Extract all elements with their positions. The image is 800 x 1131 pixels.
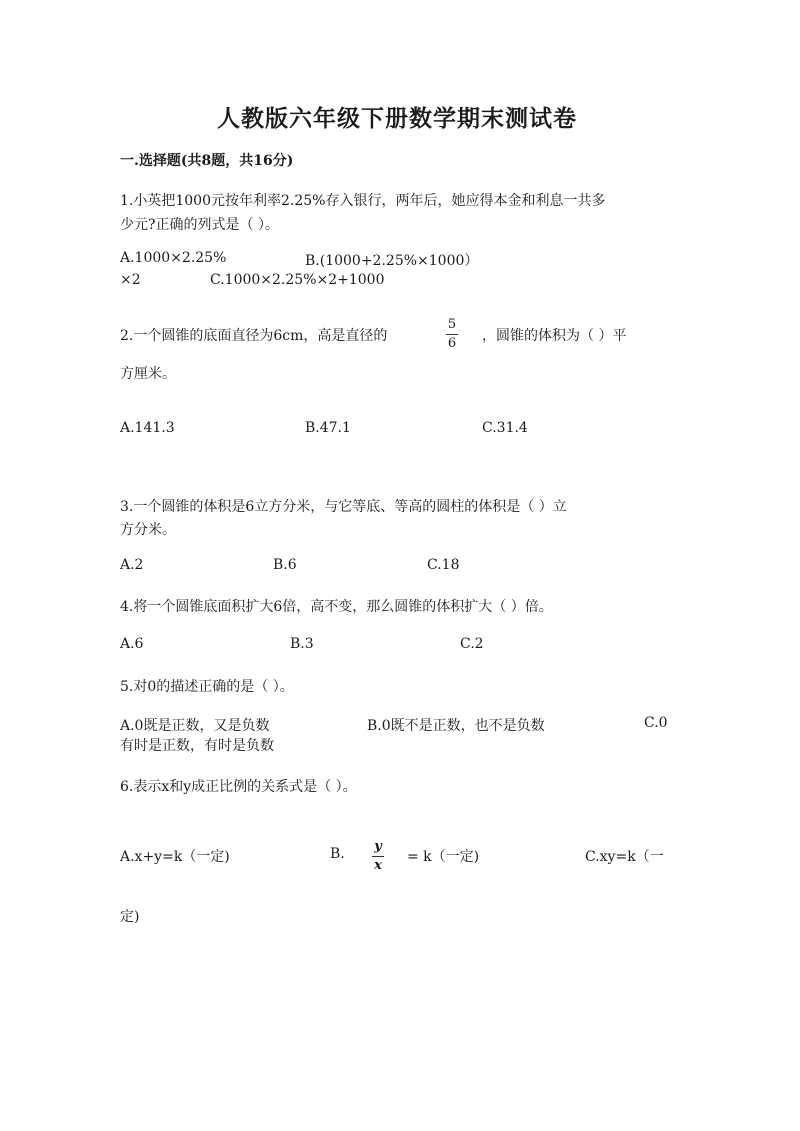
question-4-option-b: B.3: [290, 636, 314, 652]
question-5-line1: 5.对0的描述正确的是（ ）。: [120, 679, 294, 695]
question-3-option-b: B.6: [273, 557, 297, 573]
question-2-line2: 方厘米。: [120, 366, 176, 382]
question-4-option-a: A.6: [120, 636, 144, 652]
question-2-line1-pre: 2.一个圆锥的底面直径为6cm，高是直径的: [120, 328, 388, 344]
question-1-line2: 少元?正确的列式是（ ）。: [120, 217, 279, 233]
fraction-numerator: y: [374, 839, 382, 854]
question-6-option-b-label: B.: [330, 846, 345, 862]
section-heading: 一.选择题(共8题，共16分): [120, 153, 294, 169]
question-6-option-a: A.x+y=k（一定): [120, 849, 230, 865]
question-2-option-b: B.47.1: [305, 420, 351, 436]
question-3-line1: 3.一个圆锥的体积是6立方分米，与它等底、等高的圆柱的体积是（ ）立: [120, 499, 567, 515]
fraction-bar: [372, 856, 384, 857]
question-6-option-c-cont: 定): [120, 909, 140, 925]
question-5-option-a: A.0既是正数，又是负数: [120, 718, 270, 734]
fraction-numerator: 5: [447, 317, 457, 332]
fraction-bar: [446, 334, 458, 335]
question-3-option-a: A.2: [120, 557, 144, 573]
question-6-line1: 6.表示x和y成正比例的关系式是（ ）。: [120, 779, 357, 795]
fraction-denominator: 6: [447, 336, 457, 351]
question-1-line1: 1.小英把1000元按年利率2.25%存入银行，两年后，她应得本金和利息一共多: [120, 193, 606, 209]
question-5-option-b: B.0既不是正数，也不是负数: [367, 718, 545, 734]
question-4-option-c: C.2: [460, 636, 484, 652]
question-3-line2: 方分米。: [120, 522, 176, 538]
question-1-option-b: B.(1000+2.25%×1000）: [305, 253, 479, 269]
fraction-denominator: x: [374, 858, 382, 873]
question-6-option-b-post: = k（一定): [407, 849, 480, 865]
question-3-option-c: C.18: [427, 557, 460, 573]
question-1-option-a: A.1000×2.25%: [120, 250, 227, 266]
question-5-option-c: C.0: [644, 715, 668, 731]
question-6-option-c: C.xy=k（一: [585, 849, 664, 865]
fraction-five-sixths: [446, 318, 458, 351]
question-1-option-c: C.1000×2.25%×2+1000: [210, 272, 385, 288]
question-2-option-c: C.31.4: [482, 420, 528, 436]
question-2-line1-post: ，圆锥的体积为（ ）平: [482, 328, 627, 344]
question-2-option-a: A.141.3: [120, 420, 175, 436]
fraction-y-over-x: [372, 840, 384, 873]
question-1-option-b-cont: ×2: [120, 272, 141, 288]
question-5-option-c-cont: 有时是正数，有时是负数: [120, 738, 274, 754]
page-title: 人教版六年级下册数学期末测试卷: [217, 105, 577, 132]
question-4-line1: 4.将一个圆锥底面积扩大6倍，高不变，那么圆锥的体积扩大（ ）倍。: [120, 599, 553, 615]
